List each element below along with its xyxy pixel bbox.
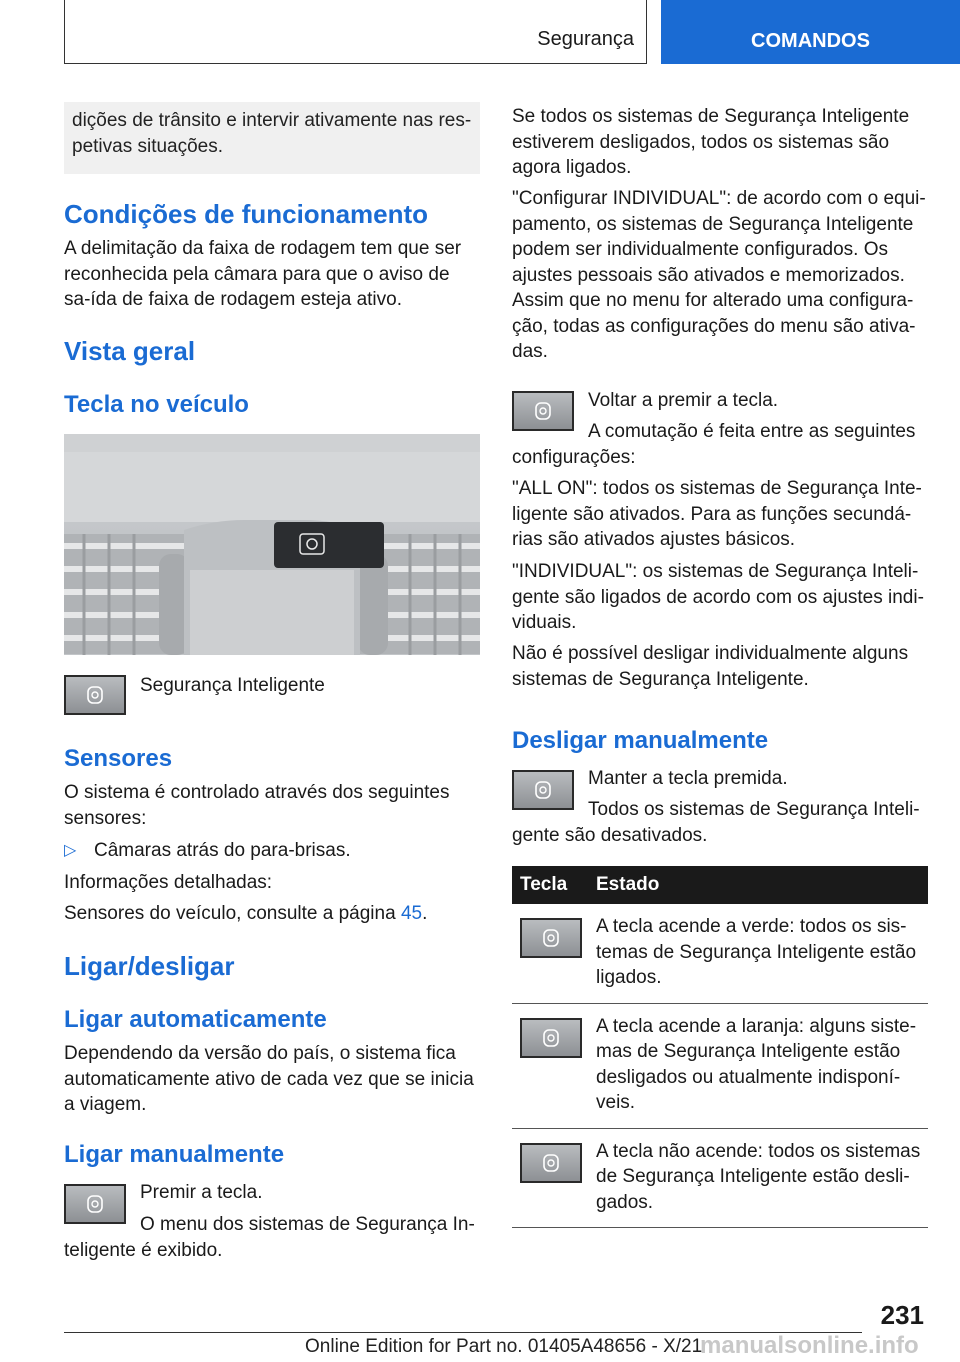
details-end: . xyxy=(422,903,428,924)
header-frame xyxy=(64,0,647,64)
footer-edition: Online Edition for Part no. 01405A48656 - X/21 xyxy=(305,1336,703,1357)
console-illustration xyxy=(64,434,480,655)
manual-step2: O menu dos sistemas de Segurança In-teligente é exibido. xyxy=(64,1214,475,1261)
table-row-state: A tecla acende a laranja: alguns siste-mas de Segurança Inteligente estão desligados ou atualmente indisponí-veis. xyxy=(596,1015,917,1113)
table-col-state: Estado xyxy=(596,874,660,895)
off-result-text: Todos os sistemas de Segurança Inteli-gente são desativados. xyxy=(512,799,920,846)
sensors-text: O sistema é controlado através dos seguintes sensores: xyxy=(64,782,450,829)
header-chapter-tab: COMANDOS xyxy=(661,0,960,64)
footer-watermark: manualsonline.info xyxy=(700,1332,919,1359)
press-again-text: Voltar a premir a tecla. xyxy=(588,390,779,411)
right-para1: Se todos os sistemas de Segurança Inteligente estiverem desligados, todos os sistemas são agora ligados. xyxy=(512,106,910,178)
table-row-state: A tecla acende a verde: todos os sis-temas de Segurança Inteligente estão ligados. xyxy=(596,916,917,988)
orange-key-icon xyxy=(520,1018,582,1058)
bullet-triangle-icon: ▷ xyxy=(64,842,77,859)
table-row-key-cell xyxy=(512,1014,596,1116)
continued-note-box xyxy=(64,102,480,174)
sensors-heading: Sensores xyxy=(64,745,173,772)
details-line xyxy=(64,901,427,927)
vehicle-console-photo xyxy=(64,434,480,655)
key-caption: Segurança Inteligente xyxy=(140,675,325,696)
auto-text: Dependendo da versão do país, o sistema fica automaticamente ativo de cada vez que se inicia a viagem. xyxy=(64,1043,474,1115)
table-col-key: Tecla xyxy=(520,874,568,895)
off-key-icon xyxy=(520,1143,582,1183)
manual-step1: Premir a tecla. xyxy=(140,1182,263,1203)
table-header xyxy=(512,866,928,904)
all-on-text: "ALL ON": todos os sistemas de Segurança Inte-ligente são ativados. Para as funções secundá-rias são ativados ajustes básicos. xyxy=(512,478,922,550)
auto-heading: Ligar automaticamente xyxy=(64,1006,327,1033)
page-number: 231 xyxy=(880,1300,924,1330)
status-table xyxy=(512,866,928,1228)
green-key-icon xyxy=(520,918,582,958)
table-row-state: A tecla não acende: todos os sistemas de Segurança Inteligente estão desli-gados. xyxy=(596,1140,921,1213)
table-row-key-cell xyxy=(512,914,596,991)
intelligent-safety-key-icon xyxy=(64,675,126,715)
individual-text: "INDIVIDUAL": os sistemas de Segurança Inteli-gente são ligados de acordo com os ajustes indi-viduais. xyxy=(512,561,924,633)
continued-text: dições de trânsito e intervir ativamente nas res-petivas situações. xyxy=(72,110,472,157)
header-section: Segurança xyxy=(537,28,634,50)
details-text: Sensores do veículo, consulte a página xyxy=(64,903,401,924)
right-para2: "Configurar INDIVIDUAL": de acordo com o equi-pamento, os sistemas de Segurança Inteligente podem ser individualmente configurados. Os ajustes pessoais são ativados e memorizados. Assim que no menu for alterado uma configura-ção, todas as configurações do menu são ativa-das. xyxy=(512,188,926,362)
onoff-heading: Ligar/desligar xyxy=(64,951,235,981)
hold-key-text: Manter a tecla premida. xyxy=(588,768,788,789)
sensors-bullet-text: Câmaras atrás do para-brisas. xyxy=(94,840,351,861)
not-possible-text: Não é possível desligar individualmente alguns sistemas de Segurança Inteligente. xyxy=(512,643,909,690)
table-row-key-cell xyxy=(512,1139,596,1216)
sensors-bullet xyxy=(64,838,351,864)
table-row xyxy=(512,904,928,1004)
details-label: Informações detalhadas: xyxy=(64,872,273,893)
table-row xyxy=(512,1129,928,1229)
cond-text: A delimitação da faixa de rodagem tem que ser reconhecida pela câmara para que o aviso de sa-ída de faixa de rodagem esteja ativo. xyxy=(64,238,462,310)
off-heading: Desligar manualmente xyxy=(512,727,769,754)
button-heading: Tecla no veículo xyxy=(64,391,249,418)
cond-heading: Condições de funcionamento xyxy=(64,199,429,229)
overview-heading: Vista geral xyxy=(64,336,196,366)
table-row xyxy=(512,1004,928,1129)
toggle-text: A comutação é feita entre as seguintes configurações: xyxy=(512,421,916,468)
manual-heading: Ligar manualmente xyxy=(64,1141,285,1168)
details-page-link[interactable]: 45 xyxy=(400,903,423,924)
